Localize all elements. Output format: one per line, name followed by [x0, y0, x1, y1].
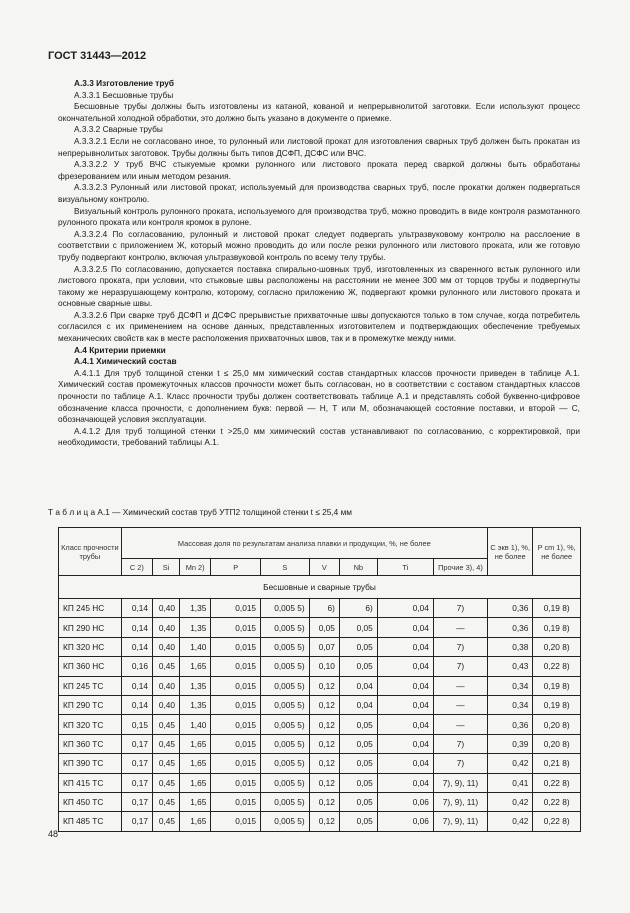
head-ceq: C экв 1), %, не более: [487, 528, 532, 576]
paragraph: А.3.3.2.4 По согласованию, рулонный и листовой прокат следует подвергать ультразвуковому контролю на расслоение в соответствии с приложением Ж, который можно проводить до или после резки рулонного или листового проката, или же готовую трубу подвергают контролю, включая ультразвуковой контроль по всему телу трубы.: [58, 228, 580, 262]
value-cell: 0,19 8): [533, 599, 581, 618]
value-cell: 0,34: [487, 695, 532, 714]
table-row: [59, 715, 581, 734]
value-cell: 0,34: [487, 676, 532, 695]
table-row: [59, 618, 581, 637]
value-cell: 0,04: [377, 618, 433, 637]
value-cell: 0,19 8): [533, 695, 581, 714]
value-cell: 0,14: [121, 599, 152, 618]
head-mass-fraction: Массовая доля по результатам анализа плавки и продукции, %, не более: [121, 528, 487, 559]
value-cell: 0,005 5): [261, 734, 310, 753]
value-cell: 0,005 5): [261, 695, 310, 714]
value-cell: 0,015: [211, 618, 261, 637]
value-cell: 0,015: [211, 599, 261, 618]
value-cell: 0,04: [377, 695, 433, 714]
value-cell: 0,45: [153, 773, 180, 792]
table-row: [59, 773, 581, 792]
value-cell: 0,12: [309, 812, 339, 831]
value-cell: 0,04: [377, 734, 433, 753]
table-row: [59, 792, 581, 811]
value-cell: 0,17: [121, 754, 152, 773]
value-cell: 0,015: [211, 715, 261, 734]
table-row: [59, 599, 581, 618]
value-cell: 0,04: [377, 637, 433, 656]
value-cell: 0,05: [339, 754, 377, 773]
value-cell: 0,05: [339, 715, 377, 734]
value-cell: 0,40: [153, 695, 180, 714]
head-pcm: P cm 1), %, не более: [533, 528, 581, 576]
table-row: [59, 734, 581, 753]
paragraph: Визуальный контроль рулонного проката, используемого для производства труб, можно проводить в виде контроля размотанного рулонного проката или контроля кромок в рулоне.: [58, 205, 580, 228]
value-cell: 0,10: [309, 657, 339, 676]
value-cell: 1,65: [180, 657, 211, 676]
table-row: [59, 812, 581, 831]
value-cell: 0,12: [309, 676, 339, 695]
value-cell: 0,42: [487, 792, 532, 811]
value-cell: 0,14: [121, 637, 152, 656]
value-cell: 1,35: [180, 599, 211, 618]
value-cell: 0,015: [211, 695, 261, 714]
head-element: Ti: [377, 559, 433, 576]
value-cell: 0,45: [153, 734, 180, 753]
value-cell: 0,04: [377, 657, 433, 676]
class-cell: КП 360 ТС: [59, 734, 122, 753]
value-cell: 0,04: [377, 715, 433, 734]
value-cell: 7), 9), 11): [433, 812, 487, 831]
document-header: ГОСТ 31443—2012: [48, 50, 147, 62]
value-cell: —: [433, 618, 487, 637]
head-element: Nb: [339, 559, 377, 576]
value-cell: 0,38: [487, 637, 532, 656]
value-cell: 0,06: [377, 812, 433, 831]
value-cell: 0,005 5): [261, 754, 310, 773]
value-cell: 0,05: [339, 657, 377, 676]
class-cell: КП 450 ТС: [59, 792, 122, 811]
value-cell: 0,005 5): [261, 812, 310, 831]
table-row: [59, 657, 581, 676]
class-cell: КП 245 ТС: [59, 676, 122, 695]
class-cell: КП 390 ТС: [59, 754, 122, 773]
value-cell: 0,015: [211, 812, 261, 831]
value-cell: 0,17: [121, 792, 152, 811]
value-cell: 0,39: [487, 734, 532, 753]
section-heading: А.4.1 Химический состав: [74, 356, 177, 367]
value-cell: 0,015: [211, 637, 261, 656]
value-cell: 0,45: [153, 715, 180, 734]
value-cell: 0,12: [309, 754, 339, 773]
value-cell: 0,005 5): [261, 637, 310, 656]
value-cell: 0,42: [487, 754, 532, 773]
value-cell: 7): [433, 657, 487, 676]
value-cell: 0,015: [211, 792, 261, 811]
value-cell: 7), 9), 11): [433, 773, 487, 792]
value-cell: 0,40: [153, 599, 180, 618]
value-cell: 1,65: [180, 773, 211, 792]
value-cell: 0,40: [153, 676, 180, 695]
body-text: [58, 78, 580, 449]
table-row: [59, 695, 581, 714]
value-cell: 0,12: [309, 734, 339, 753]
class-cell: КП 415 ТС: [59, 773, 122, 792]
value-cell: 0,17: [121, 812, 152, 831]
value-cell: 0,15: [121, 715, 152, 734]
paragraph: А.3.3.2.1 Если не согласовано иное, то рулонный или листовой прокат для изготовления сварных труб должен быть прокатан из непрерывнолитых заготовок. Трубы должны быть типов ДСФП, ДСФС или ВЧС.: [58, 135, 580, 158]
class-cell: КП 360 НС: [59, 657, 122, 676]
head-element: V: [309, 559, 339, 576]
value-cell: 0,05: [339, 792, 377, 811]
table-row: [59, 637, 581, 656]
value-cell: 0,21 8): [533, 754, 581, 773]
value-cell: 0,43: [487, 657, 532, 676]
value-cell: 1,65: [180, 754, 211, 773]
value-cell: 0,19 8): [533, 676, 581, 695]
paragraph: А.4.1.1 Для труб толщиной стенки t ≤ 25,0 мм химический состав стандартных классов прочности приведен в таблице А.1. Химический состав промежуточных классов прочности может быть согласован, но в соответствии с составом стандартных классов прочности по таблице А.1. Класс прочности трубы должен соответствовать таблице А.1 и представлять собой буквенно-цифровое обозначение класса прочности, с дополнением букв: первой — Н, Т или М, обозначающей состояние поставки, и второй — С, обозначающей условия эксплуатации.: [58, 367, 580, 425]
value-cell: 0,22 8): [533, 792, 581, 811]
paragraph: А.3.3.2 Сварные трубы: [74, 124, 163, 135]
table-row: [59, 754, 581, 773]
class-cell: КП 290 НС: [59, 618, 122, 637]
value-cell: 0,04: [377, 773, 433, 792]
class-cell: КП 320 НС: [59, 637, 122, 656]
value-cell: 0,22 8): [533, 773, 581, 792]
value-cell: 0,04: [339, 695, 377, 714]
head-element: P: [211, 559, 261, 576]
paragraph: А.3.3.2.3 Рулонный или листовой прокат, используемый для производства сварных труб, после прокатки должен подвергаться визуальному контролю.: [58, 182, 580, 204]
value-cell: 7): [433, 754, 487, 773]
value-cell: 1,35: [180, 618, 211, 637]
value-cell: 0,04: [377, 599, 433, 618]
value-cell: 7): [433, 734, 487, 753]
head-element: S: [261, 559, 310, 576]
chemical-composition-table: [58, 527, 581, 832]
class-cell: КП 245 НС: [59, 599, 122, 618]
value-cell: 1,35: [180, 676, 211, 695]
head-element: Si: [153, 559, 180, 576]
value-cell: 0,06: [377, 792, 433, 811]
value-cell: 7), 9), 11): [433, 792, 487, 811]
paragraph: А.3.3.2.6 При сварке труб ДСФП и ДСФС прерывистые прихваточные швы допускаются только в том случае, когда потребитель согласился с их применением на основе данных, представленных изготовителем и подтверждающих обеспечение требуемых механических свойств как в месте расположения прихваточных швов, так и в промежутке между ними.: [58, 309, 580, 344]
section-heading: А.4 Критерии приемки: [74, 344, 166, 355]
value-cell: 0,45: [153, 754, 180, 773]
value-cell: 0,04: [339, 676, 377, 695]
value-cell: 0,42: [487, 812, 532, 831]
value-cell: 0,17: [121, 734, 152, 753]
value-cell: 1,65: [180, 792, 211, 811]
value-cell: 0,22 8): [533, 657, 581, 676]
value-cell: 0,14: [121, 676, 152, 695]
paragraph: А.3.3.2.5 По согласованию, допускается поставка спирально-шовных труб, изготовленных из сваренного встык рулонного или листового проката, при условии, что стыковые швы расположены на расстоянии не менее 300 мм от торцов трубы и подвергнуты такому же неразрушающему контролю, которому, согласно приложению Ж, подвергают кромки рулонного или листового проката и основные сварные швы.: [58, 263, 580, 309]
table-row: [59, 676, 581, 695]
value-cell: 0,015: [211, 773, 261, 792]
table-caption: Т а б л и ц а А.1 — Химический состав труб УТП2 толщиной стенки t ≤ 25,4 мм: [48, 507, 352, 517]
class-cell: КП 290 ТС: [59, 695, 122, 714]
value-cell: 1,40: [180, 637, 211, 656]
class-cell: КП 320 ТС: [59, 715, 122, 734]
value-cell: 0,22 8): [533, 812, 581, 831]
value-cell: 0,12: [309, 773, 339, 792]
value-cell: 0,45: [153, 792, 180, 811]
paragraph: Бесшовные трубы должны быть изготовлены из катаной, кованой и непрерывнолитой заготовки. Если используют процесс окончательной холодной обработки, это должно быть указано в документе о приемке.: [58, 101, 580, 123]
value-cell: 0,16: [121, 657, 152, 676]
value-cell: 0,45: [153, 657, 180, 676]
value-cell: —: [433, 695, 487, 714]
value-cell: 0,12: [309, 695, 339, 714]
paragraph: А.3.3.2.2 У труб ВЧС стыкуемые кромки рулонного или листового проката перед сваркой должны быть обработаны фрезерованием или иным методом резания.: [58, 159, 580, 181]
value-cell: 0,12: [309, 715, 339, 734]
value-cell: 0,005 5): [261, 715, 310, 734]
value-cell: 1,40: [180, 715, 211, 734]
value-cell: 0,05: [339, 618, 377, 637]
value-cell: 0,05: [309, 618, 339, 637]
head-element: Прочие 3), 4): [433, 559, 487, 576]
value-cell: —: [433, 715, 487, 734]
value-cell: 0,36: [487, 715, 532, 734]
value-cell: 0,40: [153, 637, 180, 656]
page-number: 48: [48, 829, 59, 839]
value-cell: 0,005 5): [261, 657, 310, 676]
value-cell: 0,12: [309, 792, 339, 811]
value-cell: 0,14: [121, 618, 152, 637]
head-element: C 2): [121, 559, 152, 576]
value-cell: 0,19 8): [533, 618, 581, 637]
value-cell: 0,05: [339, 812, 377, 831]
value-cell: 0,41: [487, 773, 532, 792]
class-cell: КП 485 ТС: [59, 812, 122, 831]
value-cell: 0,05: [339, 637, 377, 656]
value-cell: 6): [309, 599, 339, 618]
paragraph: А.3.3.1 Бесшовные трубы: [74, 89, 174, 100]
section-heading: А.3.3 Изготовление труб: [74, 78, 175, 88]
value-cell: 0,015: [211, 657, 261, 676]
value-cell: 0,20 8): [533, 734, 581, 753]
value-cell: 6): [339, 599, 377, 618]
value-cell: 1,65: [180, 734, 211, 753]
value-cell: 0,005 5): [261, 618, 310, 637]
value-cell: 0,14: [121, 695, 152, 714]
value-cell: 0,20 8): [533, 637, 581, 656]
value-cell: 0,36: [487, 618, 532, 637]
value-cell: 0,36: [487, 599, 532, 618]
head-strength-class: Класс прочности трубы: [59, 528, 122, 576]
value-cell: 7): [433, 599, 487, 618]
value-cell: 0,015: [211, 734, 261, 753]
value-cell: —: [433, 676, 487, 695]
value-cell: 0,45: [153, 812, 180, 831]
value-cell: 1,65: [180, 812, 211, 831]
paragraph: А.4.1.2 Для труб толщиной стенки t >25,0 мм химический состав устанавливают по согласованию, с корректировкой, при необходимости, требований таблицы А.1.: [58, 425, 580, 448]
value-cell: 0,05: [339, 773, 377, 792]
value-cell: 0,04: [377, 754, 433, 773]
value-cell: 0,005 5): [261, 773, 310, 792]
value-cell: 0,005 5): [261, 676, 310, 695]
value-cell: 0,17: [121, 773, 152, 792]
value-cell: 0,015: [211, 754, 261, 773]
value-cell: 0,05: [339, 734, 377, 753]
value-cell: 0,20 8): [533, 715, 581, 734]
value-cell: 0,005 5): [261, 792, 310, 811]
value-cell: 1,35: [180, 695, 211, 714]
value-cell: 0,07: [309, 637, 339, 656]
value-cell: 0,40: [153, 618, 180, 637]
value-cell: 0,04: [377, 676, 433, 695]
value-cell: 0,015: [211, 676, 261, 695]
head-element: Mn 2): [180, 559, 211, 576]
value-cell: 7): [433, 637, 487, 656]
value-cell: 0,005 5): [261, 599, 310, 618]
section-row: Бесшовные и сварные трубы: [59, 576, 581, 599]
